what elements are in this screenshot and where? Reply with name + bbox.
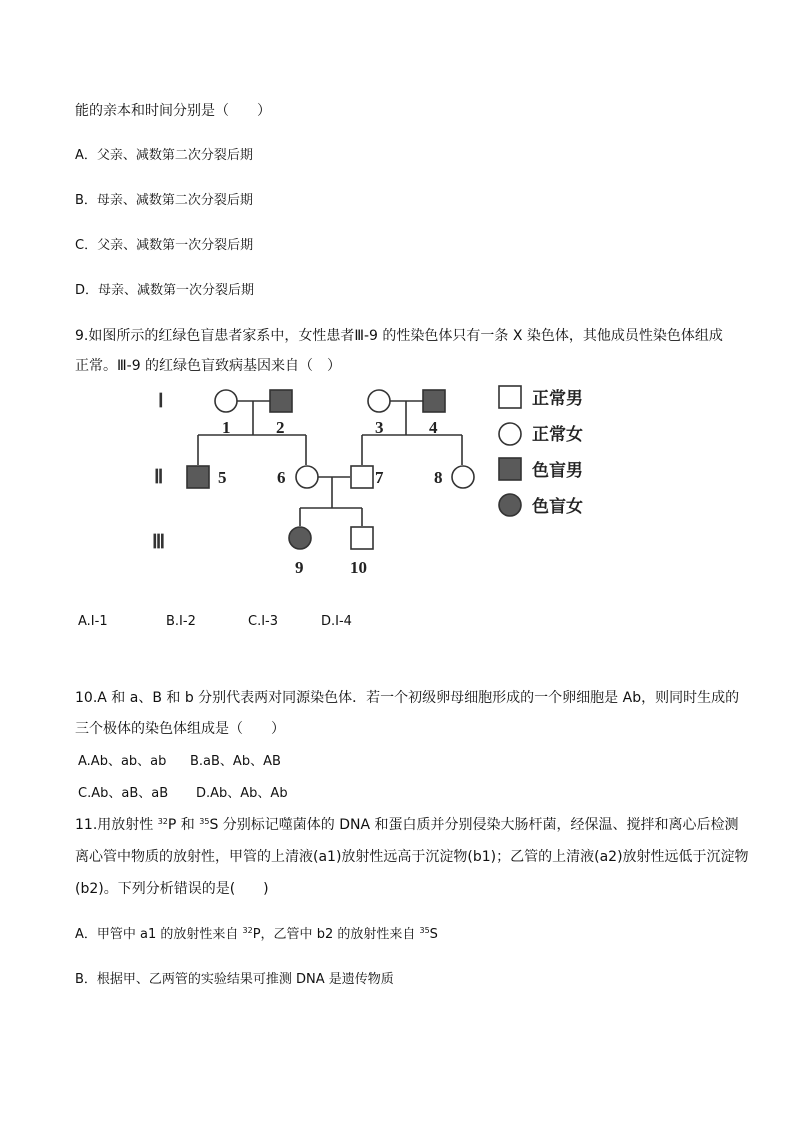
q11-stem-line3: (b2)。下列分析错误的是( ) [75, 881, 269, 897]
generation-label-1: Ⅰ [158, 391, 164, 412]
member-6-normal-female [296, 466, 318, 488]
member-number-8: 8 [434, 468, 443, 487]
q11-stem-line1 [75, 815, 739, 835]
q11-option-a-mid: P，乙管中 b2 的放射性来自 [252, 927, 420, 942]
generation-label-2: Ⅱ [154, 467, 164, 488]
q9-choice-c: C.Ⅰ-3 [248, 614, 279, 629]
isotope-sup-35: 35 [419, 926, 430, 935]
member-number-1: 1 [222, 418, 231, 437]
q11-option-a-end: S [429, 927, 438, 942]
q10-choice-d: D.Ab、Ab、Ab [196, 786, 288, 801]
member-number-4: 4 [429, 418, 438, 437]
legend-affected-male-icon [499, 458, 521, 480]
member-number-7: 7 [375, 468, 384, 487]
member-10-normal-male [351, 527, 373, 549]
q10-choices-row2 [78, 784, 288, 804]
member-2-affected-male [270, 390, 292, 412]
legend-affected-male-label: 色盲男 [532, 461, 583, 480]
isotope-sup-32: 32 [242, 926, 253, 935]
q8-option-c: C．父亲、减数第一次分裂后期 [75, 238, 254, 253]
member-4-affected-male [423, 390, 445, 412]
legend-normal-male-icon [499, 386, 521, 408]
member-1-normal-female [215, 390, 237, 412]
q11-line1-rest: S 分别标记噬菌体的 DNA 和蛋白质并分别侵染大肠杆菌，经保温、搅拌和离心后检测 [209, 817, 739, 833]
q10-choice-a: A.Ab、ab、ab [78, 754, 167, 769]
member-8-normal-female [452, 466, 474, 488]
q11-option-a [75, 925, 438, 945]
pedigree-chart [150, 378, 620, 583]
q10-stem-line1: 10.A 和 a、B 和 b 分别代表两对同源染色体．若一个初级卵母细胞形成的一个卵细胞是 Ab，则同时生成的 [75, 690, 740, 706]
q9-stem-line1: 9.如图所示的红绿色盲患者家系中，女性患者Ⅲ-9 的性染色体只有一条 X 染色体，其他成员性染色体组成 [75, 328, 723, 344]
member-3-normal-female [368, 390, 390, 412]
q9-choices [78, 612, 352, 632]
q10-choices-row1 [78, 752, 281, 772]
legend-affected-female-label: 色盲女 [532, 497, 583, 516]
q8-stem-tail: 能的亲本和时间分别是（ ） [75, 103, 271, 119]
q11-line1-mid: P 和 [167, 817, 200, 833]
q9-stem-line2: 正常。Ⅲ-9 的红绿色盲致病基因来自（ ） [75, 358, 342, 374]
legend-normal-female-icon [499, 423, 521, 445]
member-7-normal-male [351, 466, 373, 488]
legend-normal-male-label: 正常男 [532, 389, 583, 408]
q10-choice-b: B.aB、Ab、AB [190, 754, 281, 769]
member-5-affected-male [187, 466, 209, 488]
q9-choice-d: D.Ⅰ-4 [321, 614, 352, 629]
member-number-6: 6 [277, 468, 286, 487]
member-number-10: 10 [350, 558, 367, 577]
q11-stem-line2: 离心管中物质的放射性，甲管的上清液(a1)放射性远高于沉淀物(b1)；乙管的上清液(a2)放射性远低于沉淀物 [75, 849, 749, 865]
member-9-affected-female [289, 527, 311, 549]
member-number-5: 5 [218, 468, 227, 487]
member-number-3: 3 [375, 418, 384, 437]
legend-normal-female-label: 正常女 [532, 425, 583, 444]
isotope-sup-35: 35 [199, 817, 210, 826]
member-number-9: 9 [295, 558, 304, 577]
q8-option-d: D．母亲、减数第一次分裂后期 [75, 283, 255, 298]
isotope-sup-32: 32 [157, 817, 168, 826]
generation-label-3: Ⅲ [152, 532, 166, 553]
q9-choice-a: A.Ⅰ-1 [78, 614, 108, 629]
q10-stem-line2: 三个极体的染色体组成是（ ） [75, 721, 285, 737]
q11-line1-prefix: 11.用放射性 [75, 817, 158, 833]
q8-option-b: B．母亲、减数第二次分裂后期 [75, 193, 253, 208]
q8-option-a: A．父亲、减数第二次分裂后期 [75, 148, 253, 163]
q9-choice-b: B.Ⅰ-2 [166, 614, 196, 629]
q11-option-b: B．根据甲、乙两管的实验结果可推测 DNA 是遗传物质 [75, 972, 394, 987]
member-number-2: 2 [276, 418, 285, 437]
q11-option-a-prefix: A．甲管中 a1 的放射性来自 [75, 927, 243, 942]
legend-affected-female-icon [499, 494, 521, 516]
q10-choice-c: C.Ab、aB、aB [78, 786, 169, 801]
